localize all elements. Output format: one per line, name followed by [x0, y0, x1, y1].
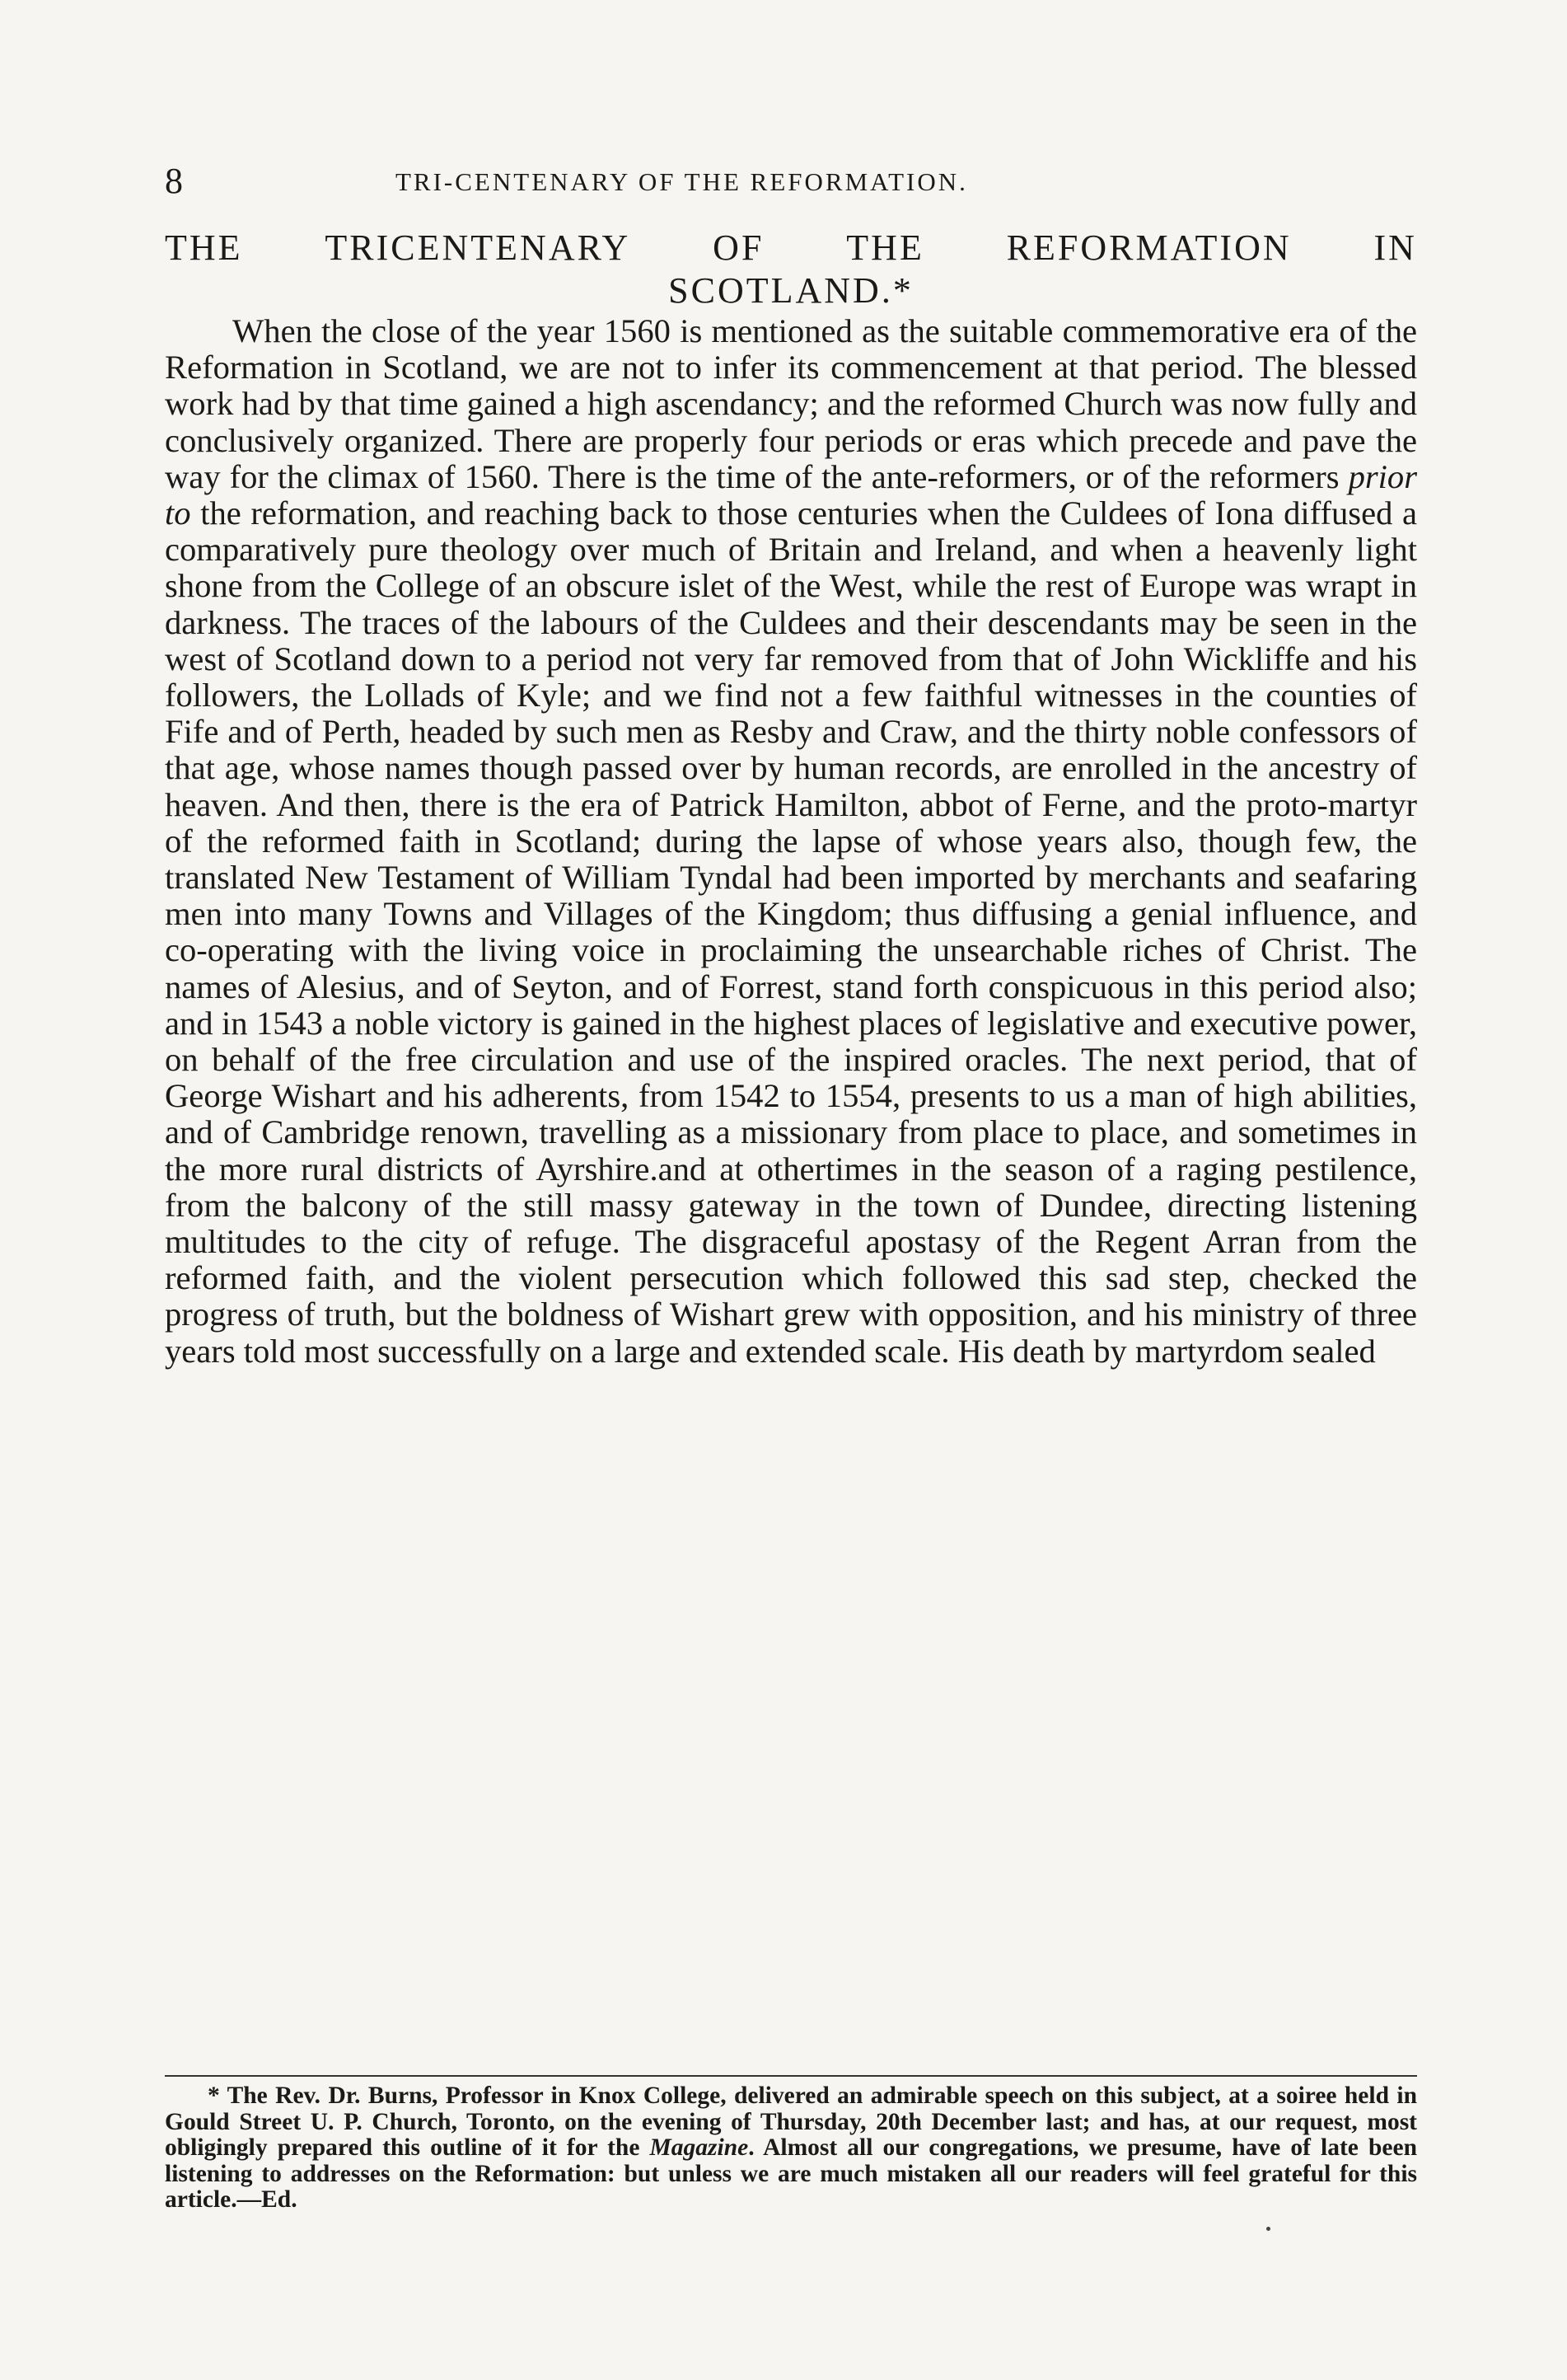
footnote-divider	[165, 2075, 1417, 2077]
body-italic-phrase: prior to	[165, 457, 1417, 532]
footnote-italic: Magazine	[649, 2134, 749, 2161]
footnote-text-part-1: * The Rev. Dr. Burns, Professor in Knox College, delivered an admirable speech on this subject, at a soiree held in Gould Street U. P. Church, Toronto, on the evening of Thursday, 20th December last; and has, at our request, most obligingly prepared this outline of it for the	[165, 2082, 1417, 2161]
heading-line-1	[165, 227, 1417, 269]
print-speck	[1266, 2227, 1270, 2231]
heading-word: THE	[165, 227, 243, 268]
heading-word: TRICENTENARY	[325, 227, 631, 268]
running-title: TRI-CENTENARY OF THE REFORMATION.	[395, 167, 968, 196]
page-number: 8	[165, 161, 183, 201]
body-text-part-2: the reformation, and reaching back to those centuries when the Culdees of Iona diffused a comparatively pure theology over much of Britain and Ireland, and when a heavenly light shone from the College of an obscure islet of the West, while the rest of Europe was wrapt in darkness. The traces of the labours of the Culdees and their descendants may be seen in the west of Scotland down to a period not very far removed from that of John Wickliffe and his followers, the Lollads of Kyle; and we find not a few faithful witnesses in the counties of Fife and of Perth, headed by such men as Resby and Craw, and the thirty noble confessors of that age, whose names though passed over by human records, are enrolled in the ancestry of heaven. And then, there is the era of Patrick Hamilton, abbot of Ferne, and the proto-martyr of the reformed faith in Scotland; during the lapse of whose years also, though few, the translated New Testament of William Tyndal had been imported by merchants and seafaring men into many Towns and Villages of the Kingdom; thus diffusing a genial influence, and co-operating with the living voice in proclaiming the unsearchable riches of Christ. The names of Alesius, and of Seyton, and of Forrest, stand forth conspicuous in this period also; and in 1543 a noble victory is gained in the highest places of legislative and executive power, on behalf of the free circulation and use of the inspired oracles. The next period, that of George Wishart and his adherents, from 1542 to 1554, presents to us a man of high abilities, and of Cambridge renown, travelling as a missionary from place to place, and sometimes in the more rural districts of Ayrshire.and at othertimes in the season of a raging pestilence, from the balcony of the still massy gateway in the town of Dundee, directing listening multitudes to the city of refuge. The disgraceful apostasy of the Regent Arran from the reformed faith, and the violent persecution which followed this sad step, checked the progress of truth, but the boldness of Wishart grew with opposition, and his ministry of three years told most successfully on a large and extended scale. His death by martyrdom sealed	[165, 494, 1417, 1370]
body-text-part-1: When the close of the year 1560 is mentioned as the suitable commemorative era of the Reformation in Scotland, we are not to infer its commencement at that period. The blessed work had by that time gained a high ascendancy; and the reformed Church was now fully and conclusively organized. There are properly four periods or eras which precede and pave the way for the climax of 1560. There is the time of the ante-reformers, or of the reformers	[165, 312, 1417, 495]
heading-word: IN	[1373, 227, 1417, 268]
article-body	[165, 313, 1417, 1370]
footnote-marker: *	[892, 270, 914, 311]
heading-word: OF	[713, 227, 765, 268]
footnote-text-part-2: . Almost all our congregations, we presume, have of late been listening to addresses on the Reformation: but unless we are much mistaken all our readers will feel grateful for this article.—Ed.	[165, 2134, 1417, 2213]
heading-word: THE	[846, 227, 924, 268]
running-header	[165, 157, 1417, 206]
article-heading	[165, 227, 1417, 312]
footnote	[165, 2083, 1417, 2214]
heading-word: REFORMATION	[1006, 227, 1292, 268]
heading-line-2	[165, 269, 1417, 312]
heading-word: SCOTLAND.	[668, 270, 893, 311]
